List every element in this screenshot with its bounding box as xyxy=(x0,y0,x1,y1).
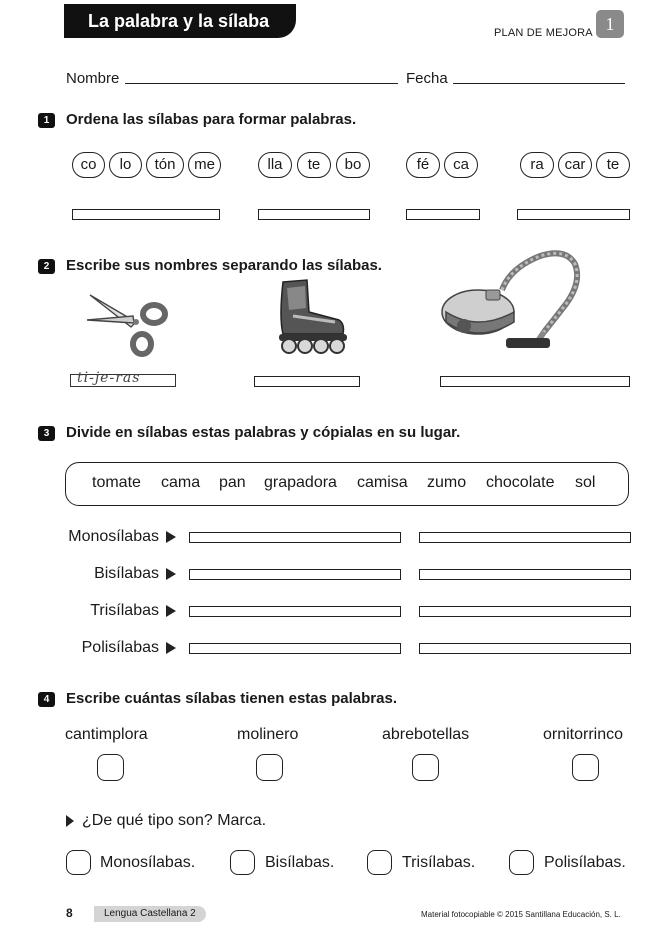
count-word: cantimplora xyxy=(65,726,148,743)
answer-box-word-2[interactable] xyxy=(258,209,370,220)
option-trisilabas: Trisílabas. xyxy=(402,854,476,871)
category-monosilabas: Monosílabas xyxy=(68,528,159,545)
answer-box-mono-2[interactable] xyxy=(419,532,631,543)
arrow-right-icon xyxy=(166,605,176,617)
vacuum-cleaner-icon xyxy=(440,248,585,354)
syllable-tile: lo xyxy=(109,152,142,178)
checkbox-bisilabas[interactable] xyxy=(230,850,255,875)
answer-box-word-3[interactable] xyxy=(406,209,480,220)
category-polisilabas: Polisílabas xyxy=(81,639,159,656)
syllable-count-box[interactable] xyxy=(97,754,124,781)
plan-number-badge: 1 xyxy=(596,10,624,38)
option-monosilabas: Monosílabas. xyxy=(100,854,196,871)
category-trisilabas: Trisílabas xyxy=(90,602,159,619)
syllable-tile: co xyxy=(72,152,105,178)
answer-box-bi-1[interactable] xyxy=(189,569,401,580)
answer-box-poli-1[interactable] xyxy=(189,643,401,654)
syllable-tile: lla xyxy=(258,152,292,178)
sub-question-text: ¿De qué tipo son? Marca. xyxy=(82,812,267,829)
answer-box-mono-1[interactable] xyxy=(189,532,401,543)
answer-box-word-1[interactable] xyxy=(72,209,220,220)
syllable-tile: bo xyxy=(336,152,370,178)
answer-box-rollerblade[interactable] xyxy=(254,376,360,387)
word-bank-item: grapadora xyxy=(264,474,337,491)
syllable-tile: ca xyxy=(444,152,478,178)
syllable-count-box[interactable] xyxy=(572,754,599,781)
arrow-right-icon xyxy=(166,568,176,580)
copyright-text: Material fotocopiable © 2015 Santillana Educación, S. L. xyxy=(421,910,621,919)
syllable-tile: car xyxy=(558,152,592,178)
syllable-tile: fé xyxy=(406,152,440,178)
checkbox-polisilabas[interactable] xyxy=(509,850,534,875)
page-number: 8 xyxy=(66,906,73,920)
question-2-number: 2 xyxy=(38,259,55,274)
arrow-right-icon xyxy=(66,815,74,827)
word-bank-item: pan xyxy=(219,474,246,491)
word-bank-item: chocolate xyxy=(486,474,555,491)
syllable-tile: me xyxy=(188,152,221,178)
answer-box-word-4[interactable] xyxy=(517,209,630,220)
arrow-right-icon xyxy=(166,642,176,654)
name-field[interactable] xyxy=(125,83,398,84)
syllable-tile: tón xyxy=(146,152,184,178)
example-answer-box xyxy=(70,370,176,387)
word-bank-item: zumo xyxy=(427,474,467,491)
question-2-text: Escribe sus nombres separando las sílabas. xyxy=(66,257,382,274)
option-bisilabas: Bisílabas. xyxy=(265,854,335,871)
answer-box-bi-2[interactable] xyxy=(419,569,631,580)
plan-label: PLAN DE MEJORA xyxy=(494,27,593,39)
word-bank-item: tomate xyxy=(92,474,141,491)
example-answer-text: ti-je-ras xyxy=(77,370,141,386)
question-3-number: 3 xyxy=(38,426,55,441)
syllable-count-box[interactable] xyxy=(412,754,439,781)
question-1-number: 1 xyxy=(38,113,55,128)
syllable-tile: ra xyxy=(520,152,554,178)
scissors-icon xyxy=(84,292,170,358)
word-bank-item: camisa xyxy=(357,474,408,491)
date-field[interactable] xyxy=(453,83,625,84)
syllable-count-box[interactable] xyxy=(256,754,283,781)
rollerblade-icon xyxy=(273,278,353,356)
word-bank-item: sol xyxy=(575,474,596,491)
option-polisilabas: Polisílabas. xyxy=(544,854,626,871)
count-word: ornitorrinco xyxy=(543,726,624,743)
checkbox-monosilabas[interactable] xyxy=(66,850,91,875)
answer-box-vacuum[interactable] xyxy=(440,376,630,387)
arrow-right-icon xyxy=(166,531,176,543)
answer-box-poli-2[interactable] xyxy=(419,643,631,654)
question-3-text: Divide en sílabas estas palabras y cópialas en su lugar. xyxy=(66,424,461,441)
syllable-tile: te xyxy=(297,152,331,178)
answer-box-tri-1[interactable] xyxy=(189,606,401,617)
checkbox-trisilabas[interactable] xyxy=(367,850,392,875)
category-bisilabas: Bisílabas xyxy=(94,565,159,582)
name-label: Nombre xyxy=(66,70,120,87)
question-4-number: 4 xyxy=(38,692,55,707)
book-title-tag: Lengua Castellana 2 xyxy=(94,906,206,922)
word-bank-item: cama xyxy=(161,474,201,491)
question-1-text: Ordena las sílabas para formar palabras. xyxy=(66,111,357,128)
count-word: molinero xyxy=(237,726,299,743)
answer-box-tri-2[interactable] xyxy=(419,606,631,617)
page-title: La palabra y la sílaba xyxy=(64,4,296,38)
count-word: abrebotellas xyxy=(382,726,470,743)
syllable-tile: te xyxy=(596,152,630,178)
question-4-text: Escribe cuántas sílabas tienen estas palabras. xyxy=(66,690,397,707)
date-label: Fecha xyxy=(406,70,448,87)
